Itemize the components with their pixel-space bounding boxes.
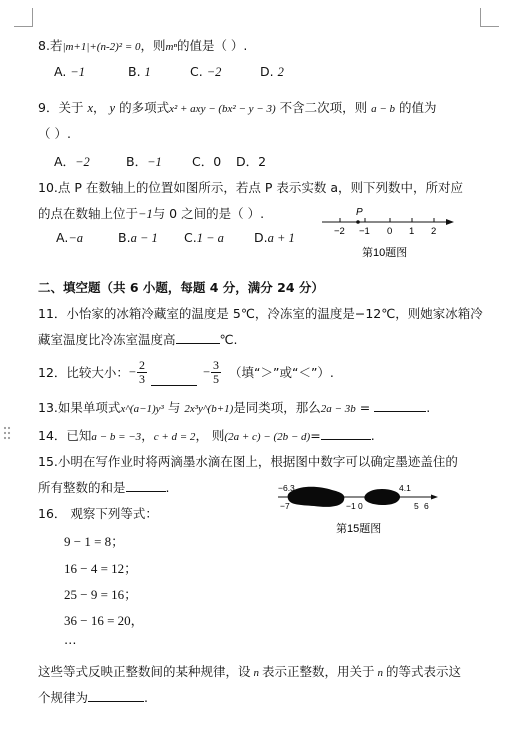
number-line-figure-10	[318, 204, 458, 260]
option-b[interactable]: B. 1	[128, 64, 151, 79]
ink-blot-right	[364, 489, 400, 505]
question-text: 若	[49, 38, 63, 53]
question-15-line1: 15.小明在写作业时将两滴墨水滴在图上，根据图中数字可以确定墨迹盖住的	[38, 454, 458, 469]
question-text: 表示正整数，用关于	[262, 664, 375, 679]
punctuation: ，	[93, 100, 106, 115]
question-text: 14．已知	[38, 428, 92, 443]
figure-label: −6.3	[278, 483, 295, 493]
question-10-line2	[38, 204, 264, 222]
math-expression: (2a + c) − (2b − d)	[224, 431, 311, 443]
figure-label: 6	[424, 501, 429, 511]
math-expression: a − b = −3	[91, 431, 142, 443]
math-sign: −	[202, 364, 211, 379]
question-text: ，则	[140, 38, 166, 53]
answer-blank[interactable]	[151, 373, 197, 386]
answer-blank[interactable]	[374, 399, 426, 412]
math-expression: c + d = 2	[153, 431, 196, 443]
equation-line: 9 − 1 = 8；	[64, 534, 125, 549]
punctuation: .	[144, 690, 148, 705]
question-text: 的值是（ ）.	[176, 38, 248, 53]
figure-caption: 第15题图	[336, 523, 382, 535]
tick-label: 0	[387, 226, 393, 237]
answer-options	[54, 64, 284, 80]
option-d[interactable]: D.a + 1	[254, 230, 295, 245]
answer-options	[56, 230, 295, 246]
question-text: 的多项式	[119, 100, 170, 115]
question-text: 藏室温度比冷冻室温度高	[38, 332, 176, 347]
option-a[interactable]: A.−a	[56, 230, 83, 245]
equation-line: 25 − 9 = 16；	[64, 587, 138, 602]
question-text: ℃.	[219, 332, 238, 347]
numerator: 2	[138, 357, 145, 372]
math-expression: 2a − 3b	[320, 403, 356, 415]
question-text: 所有整数的和是	[38, 480, 126, 495]
question-text: 关于	[58, 100, 84, 115]
question-9-line2: （ ）.	[38, 126, 71, 141]
question-number: 8.	[38, 38, 50, 53]
math-expression: x^(a−1)y³	[120, 403, 164, 415]
option-b[interactable]: B.a − 1	[118, 230, 158, 245]
page-corner-top-left	[14, 8, 33, 27]
question-text: ， 则	[195, 428, 225, 443]
math-expression: −1	[138, 207, 153, 221]
question-15-line2	[38, 478, 170, 496]
math-variable: x	[87, 101, 94, 115]
figure-label: 5	[414, 501, 419, 511]
option-c[interactable]: C．0	[192, 154, 222, 169]
math-expression: x² + axy − (bx² − y − 3)	[169, 103, 276, 115]
ink-blot-left	[288, 487, 345, 507]
fraction	[137, 359, 147, 386]
question-text: 个规律为	[38, 690, 89, 705]
question-10-line1: 10.点 P 在数轴上的位置如图所示，若点 P 表示实数 a，则下列数中，所对应	[38, 180, 463, 195]
math-expression: a − b	[371, 103, 396, 115]
question-14	[38, 426, 375, 444]
question-text: 12．比较大小：	[38, 365, 129, 380]
ellipsis: …	[64, 632, 77, 647]
question-text: 是同类项，那么	[233, 400, 321, 415]
question-text: 的等式表示这	[386, 664, 462, 679]
punctuation: .	[370, 428, 375, 443]
point-p-marker	[356, 220, 360, 224]
denominator: 3	[138, 371, 145, 386]
question-16-tail-line2	[38, 688, 148, 706]
tick-label: −2	[334, 226, 345, 237]
question-16-intro: 16． 观察下列等式：	[38, 506, 158, 521]
question-8	[38, 36, 247, 54]
fraction	[211, 359, 221, 386]
drag-handle-icon[interactable]	[3, 426, 11, 440]
question-13	[38, 398, 430, 416]
punctuation: ，	[141, 428, 154, 443]
math-expression: 2x³y^(b+1)	[184, 403, 234, 415]
ink-number-line-figure-15	[274, 478, 444, 538]
axis-arrow-icon	[431, 495, 438, 500]
answer-options	[54, 152, 266, 170]
option-a[interactable]: A．−2	[54, 154, 90, 169]
punctuation: .	[165, 480, 170, 495]
question-16-tail-line1	[38, 662, 461, 680]
figure-label: 4.1	[399, 483, 411, 493]
section-heading: 二、填空题（共 6 小题，每题 4 分，满分 24 分）	[38, 280, 324, 295]
question-12	[38, 354, 334, 390]
question-text: 这些等式反映正整数间的某种规律，设	[38, 664, 251, 679]
question-text: 的点在数轴上位于	[38, 206, 139, 221]
math-expression: |m+1|+(n-2)² = 0	[62, 41, 141, 53]
question-text: 13.如果单项式	[38, 400, 121, 415]
option-d[interactable]: D．2	[236, 154, 267, 169]
question-text: 与	[167, 400, 181, 415]
math-sign: =	[359, 400, 371, 415]
math-expression: mⁿ	[165, 41, 177, 53]
tick-label: −1	[359, 226, 370, 237]
math-sign: −	[128, 364, 136, 379]
question-text: 不含二次项，则	[279, 100, 368, 115]
question-text: （填“＞”或“＜”）.	[229, 365, 334, 380]
option-a[interactable]: A. −1	[54, 64, 85, 79]
question-11-line1: 11．小怡家的冰箱冷藏室的温度是 5℃，冷冻室的温度是−12℃，则她家冰箱冷	[38, 306, 483, 321]
math-variable: y	[109, 101, 116, 115]
option-b[interactable]: B．−1	[126, 154, 162, 169]
question-number: 9．	[38, 100, 59, 115]
equation-line: 36 − 16 = 20，	[64, 613, 144, 628]
page-corner-top-right	[480, 8, 499, 27]
math-sign: =	[310, 428, 321, 443]
math-variable: n	[253, 667, 260, 679]
question-11-line2	[38, 330, 238, 348]
tick-label: 2	[431, 226, 437, 237]
point-p-label: P	[356, 207, 363, 218]
question-text: 的值为	[399, 100, 437, 115]
numerator: 3	[213, 357, 220, 372]
option-c[interactable]: C. −2	[190, 64, 222, 79]
question-9	[38, 98, 437, 116]
equation-line: 16 − 4 = 12；	[64, 561, 138, 576]
math-variable: n	[377, 667, 384, 679]
denominator: 5	[213, 371, 220, 386]
answer-blank[interactable]	[321, 427, 371, 440]
option-d[interactable]: D. 2	[260, 64, 284, 79]
answer-blank[interactable]	[88, 689, 144, 702]
answer-blank[interactable]	[126, 479, 166, 492]
punctuation: .	[426, 400, 431, 415]
figure-label: −1	[346, 501, 356, 511]
answer-blank[interactable]	[176, 331, 220, 344]
axis-arrow-icon	[446, 219, 454, 225]
option-c[interactable]: C.1 − a	[184, 230, 224, 245]
figure-label: 0	[358, 501, 363, 511]
figure-label: −7	[280, 501, 290, 511]
tick-label: 1	[409, 226, 415, 237]
question-text: 与 0 之间的是（ ）.	[152, 206, 265, 221]
figure-caption: 第10题图	[362, 247, 408, 259]
